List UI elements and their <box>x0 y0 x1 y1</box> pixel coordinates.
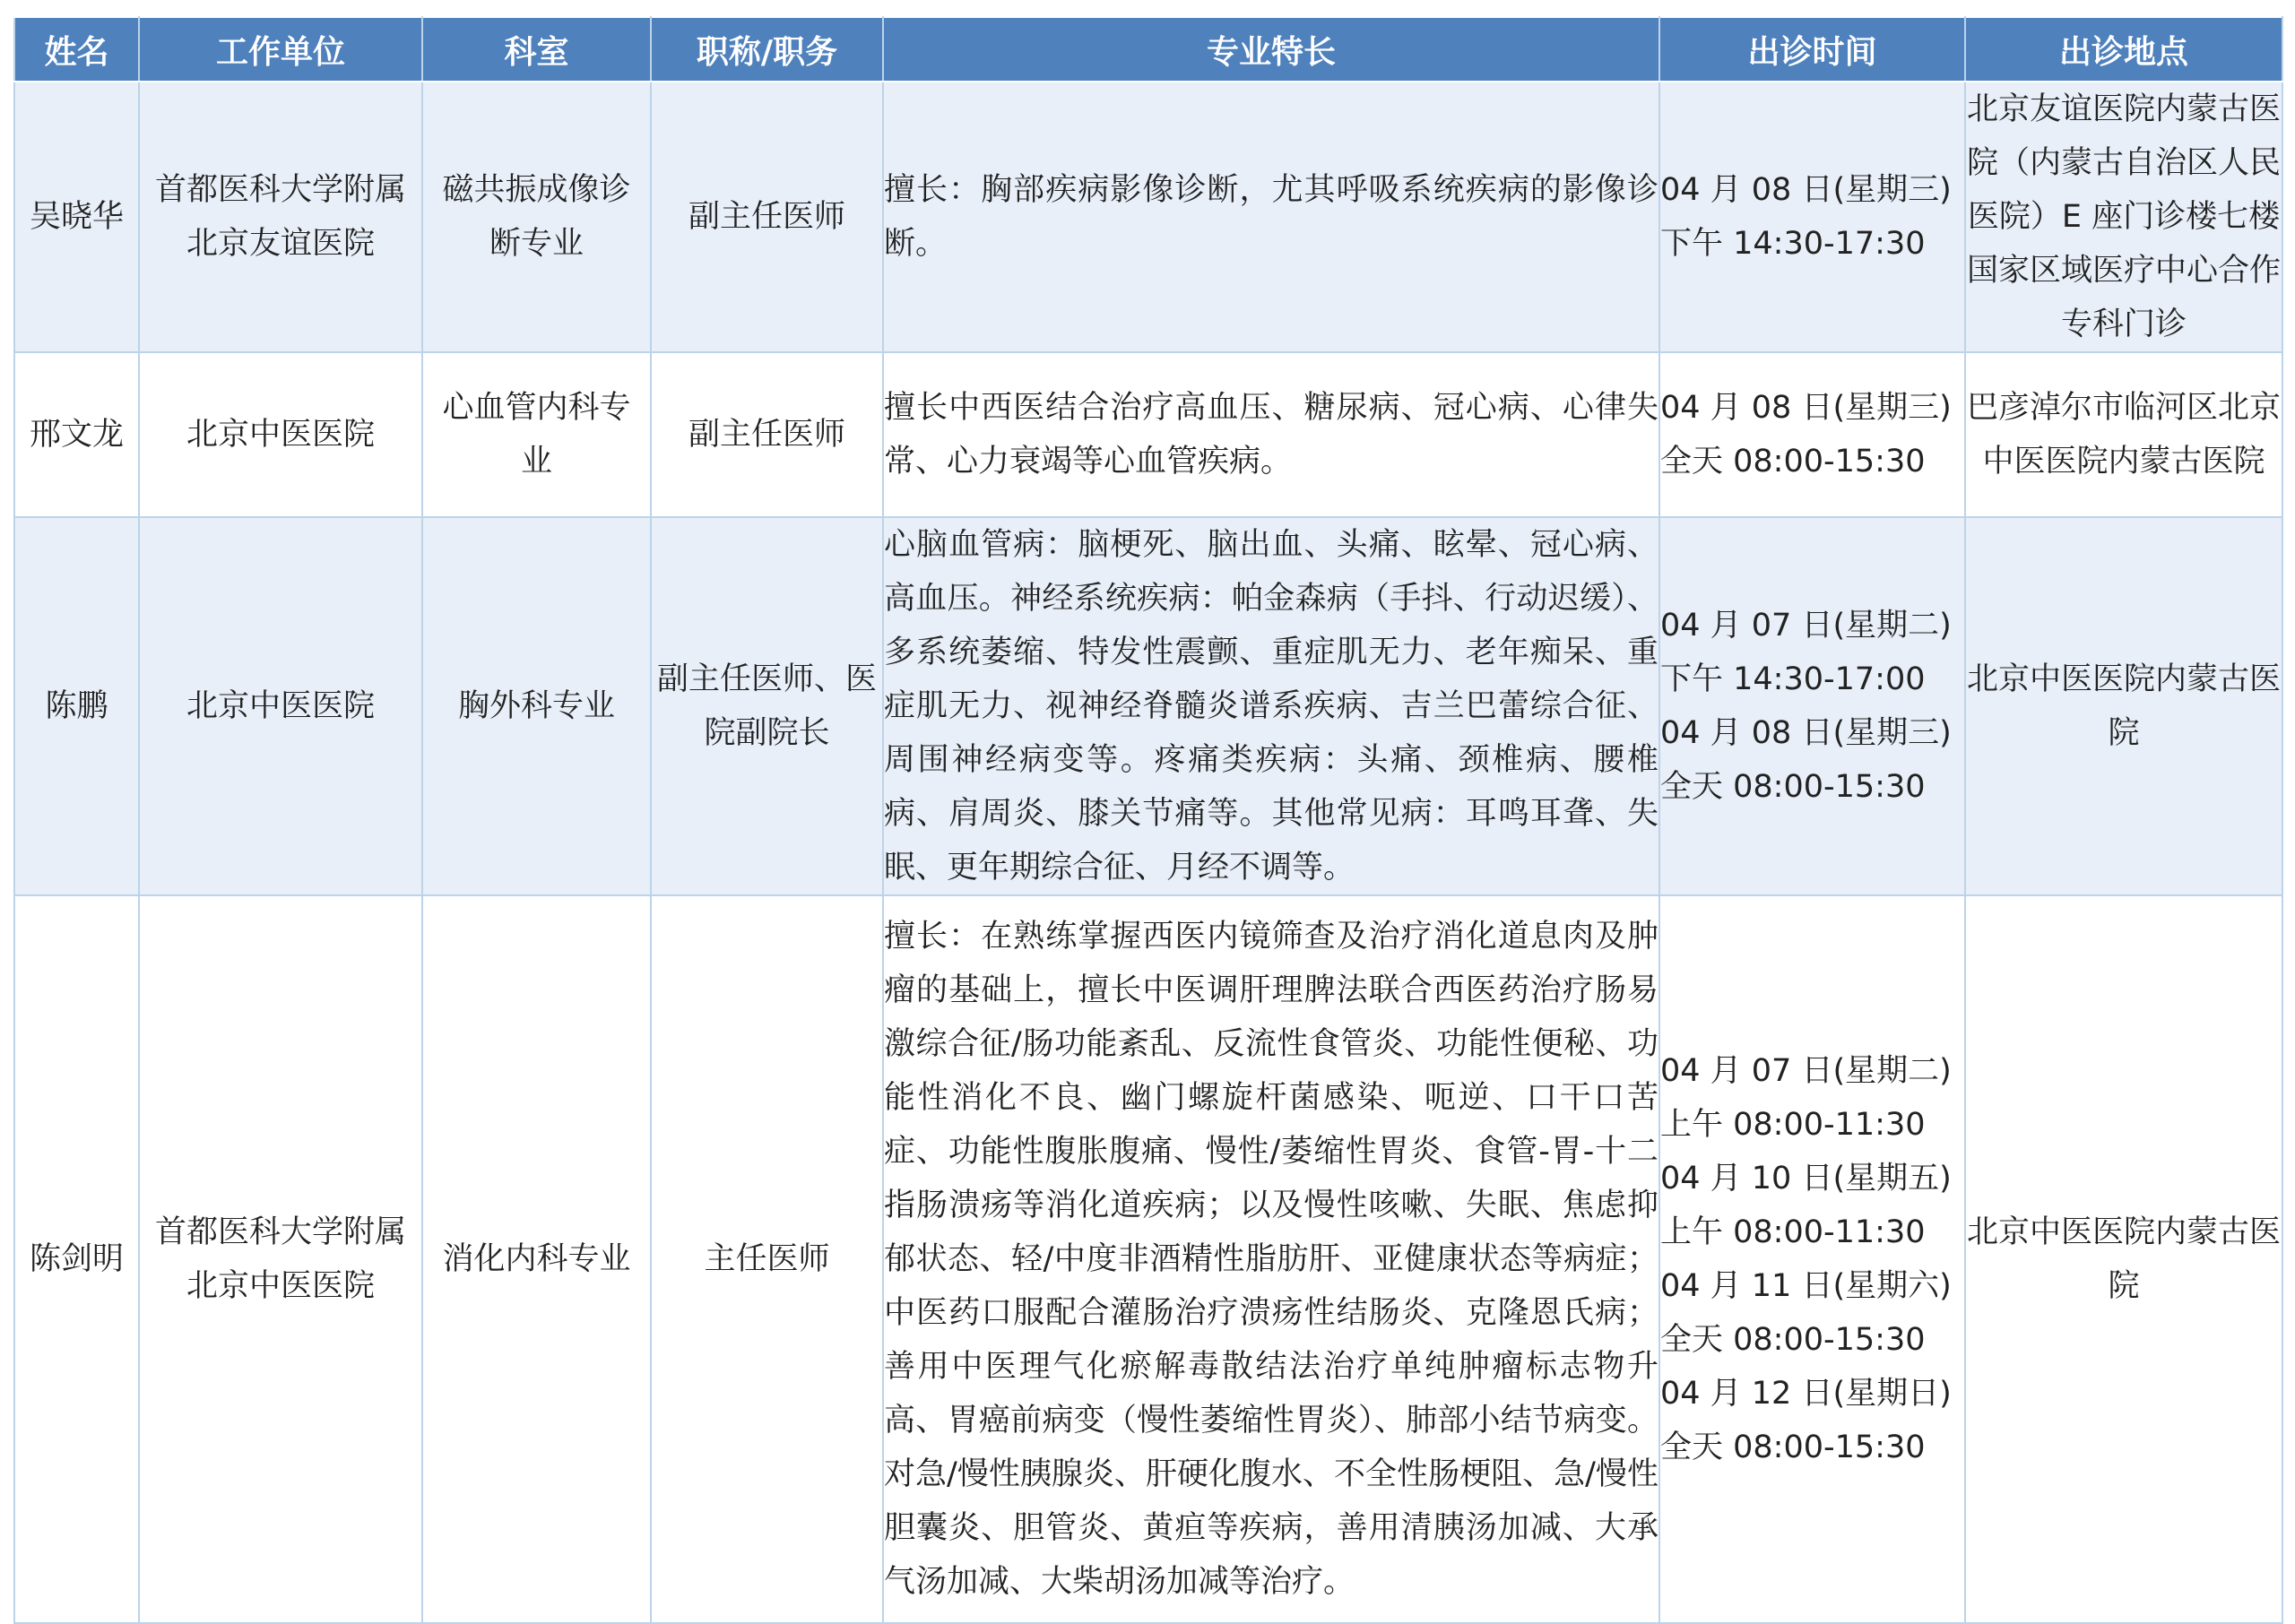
expertise: 擅长中西医结合治疗高血压、糖尿病、冠心病、心律失常、心力衰竭等心血管疾病。 <box>883 352 1659 517</box>
clinic-time <box>1659 352 1965 517</box>
clinic-hours: 全天 08:00-15:30 <box>1660 444 1926 479</box>
department <box>422 895 651 1623</box>
table-header <box>14 17 2282 82</box>
table-row <box>14 895 2282 1623</box>
table-row <box>14 82 2282 352</box>
work-unit <box>139 82 422 352</box>
job-title: 主任医师 <box>651 895 883 1623</box>
department-text: 磁共振成像诊断专业 <box>442 172 631 262</box>
clinic-date: 04 月 07 日(星期二) <box>1660 1053 1952 1089</box>
work-unit-text: 首都医科大学附属北京友谊医院 <box>154 172 406 262</box>
department <box>422 517 651 895</box>
department-text: 心血管内科专业 <box>442 390 631 479</box>
clinic-time <box>1659 82 1965 352</box>
column-header-title: 职称/职务 <box>651 17 883 82</box>
clinic-hours: 下午 14:30-17:00 <box>1660 661 1926 697</box>
job-title: 副主任医师 <box>651 82 883 352</box>
clinic-time <box>1659 517 1965 895</box>
column-header-expertise: 专业特长 <box>883 17 1659 82</box>
clinic-location: 北京中医医院内蒙古医院 <box>1965 895 2282 1623</box>
doctor-name: 陈剑明 <box>14 895 139 1623</box>
doctor-schedule-table <box>13 16 2283 1624</box>
column-header-location: 出诊地点 <box>1965 17 2282 82</box>
table-row <box>14 352 2282 517</box>
column-header-unit: 工作单位 <box>139 17 422 82</box>
work-unit <box>139 352 422 517</box>
clinic-hours: 上午 08:00-11:30 <box>1660 1214 1926 1250</box>
column-header-department: 科室 <box>422 17 651 82</box>
doctor-name: 邢文龙 <box>14 352 139 517</box>
job-title: 副主任医师、医院副院长 <box>651 517 883 895</box>
column-header-time: 出诊时间 <box>1659 17 1965 82</box>
clinic-hours: 下午 14:30-17:30 <box>1660 226 1926 262</box>
expertise: 擅长：胸部疾病影像诊断，尤其呼吸系统疾病的影像诊断。 <box>883 82 1659 352</box>
work-unit <box>139 895 422 1623</box>
clinic-location: 巴彦淖尔市临河区北京中医医院内蒙古医院 <box>1965 352 2282 517</box>
clinic-hours: 全天 08:00-15:30 <box>1660 1322 1926 1358</box>
clinic-location: 北京中医医院内蒙古医院 <box>1965 517 2282 895</box>
clinic-hours: 全天 08:00-15:30 <box>1660 1430 1926 1465</box>
work-unit <box>139 517 422 895</box>
job-title: 副主任医师 <box>651 352 883 517</box>
department <box>422 352 651 517</box>
clinic-date: 04 月 08 日(星期三) <box>1660 715 1952 751</box>
table-body <box>14 82 2282 1623</box>
doctor-name: 吴晓华 <box>14 82 139 352</box>
header-row <box>14 17 2282 82</box>
expertise: 心脑血管病：脑梗死、脑出血、头痛、眩晕、冠心病、高血压。神经系统疾病：帕金森病（手抖、行动迟缓）、多系统萎缩、特发性震颤、重症肌无力、老年痴呆、重症肌无力、视神经脊髓炎谱系疾病、吉兰巴蕾综合征、周围神经病变等。疼痛类疾病：头痛、颈椎病、腰椎病、肩周炎、膝关节痛等。其他常见病：耳鸣耳聋、失眠、更年期综合征、月经不调等。 <box>883 517 1659 895</box>
doctor-name: 陈鹏 <box>14 517 139 895</box>
table-row <box>14 517 2282 895</box>
work-unit-text: 北京中医医院 <box>186 417 375 453</box>
clinic-date: 04 月 12 日(星期日) <box>1660 1376 1952 1412</box>
clinic-date: 04 月 07 日(星期二) <box>1660 608 1952 644</box>
clinic-hours: 上午 08:00-11:30 <box>1660 1107 1926 1143</box>
clinic-date: 04 月 08 日(星期三) <box>1660 172 1952 208</box>
clinic-date: 04 月 08 日(星期三) <box>1660 390 1952 426</box>
clinic-date: 04 月 11 日(星期六) <box>1660 1268 1952 1304</box>
department-text: 胸外科专业 <box>457 688 615 724</box>
clinic-time <box>1659 895 1965 1623</box>
clinic-hours: 全天 08:00-15:30 <box>1660 769 1926 805</box>
column-header-name: 姓名 <box>14 17 139 82</box>
department <box>422 82 651 352</box>
department-text: 消化内科专业 <box>442 1241 631 1277</box>
clinic-location: 北京友谊医院内蒙古医院（内蒙古自治区人民医院）E 座门诊楼七楼国家区域医疗中心合作专科门诊 <box>1965 82 2282 352</box>
work-unit-text: 北京中医医院 <box>186 688 375 724</box>
work-unit-text: 首都医科大学附属北京中医医院 <box>154 1214 406 1304</box>
clinic-date: 04 月 10 日(星期五) <box>1660 1161 1952 1196</box>
expertise: 擅长：在熟练掌握西医内镜筛查及治疗消化道息肉及肿瘤的基础上，擅长中医调肝理脾法联合西医药治疗肠易激综合征/肠功能紊乱、反流性食管炎、功能性便秘、功能性消化不良、幽门螺旋杆菌感染、呃逆、口干口苦症、功能性腹胀腹痛、慢性/萎缩性胃炎、食管-胃-十二指肠溃疡等消化道疾病；以及慢性咳嗽、失眠、焦虑抑郁状态、轻/中度非酒精性脂肪肝、亚健康状态等病症；中医药口服配合灌肠治疗溃疡性结肠炎、克隆恩氏病；善用中医理气化瘀解毒散结法治疗单纯肿瘤标志物升高、胃癌前病变（慢性萎缩性胃炎）、肺部小结节病变。对急/慢性胰腺炎、肝硬化腹水、不全性肠梗阻、急/慢性胆囊炎、胆管炎、黄疸等疾病，善用清胰汤加减、大承气汤加减、大柴胡汤加减等治疗。 <box>883 895 1659 1623</box>
